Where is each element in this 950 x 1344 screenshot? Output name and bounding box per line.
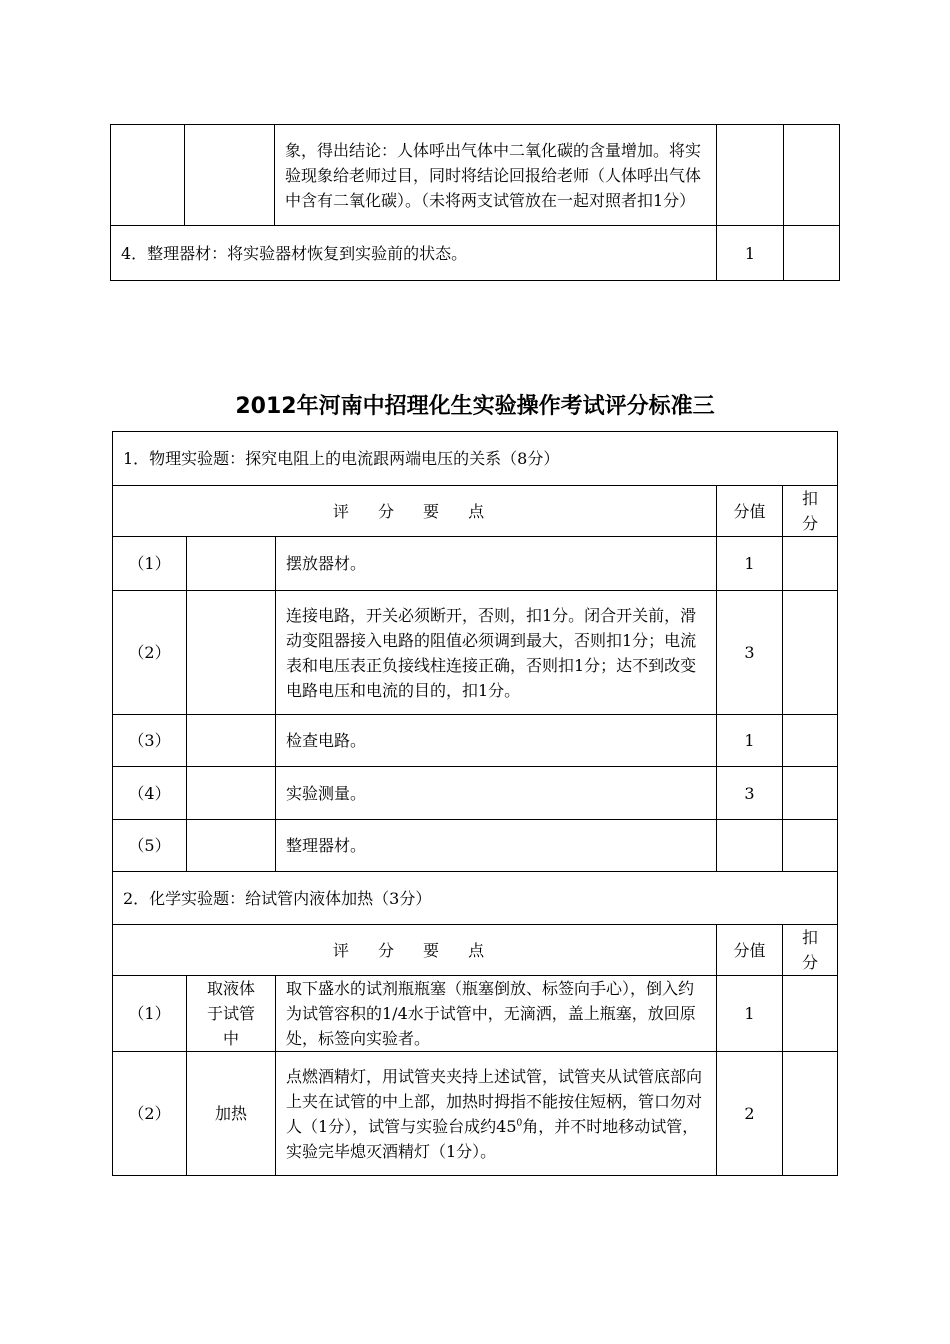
row-text: 检查电路。 (276, 715, 717, 767)
deduct-header-label: 扣分 (802, 928, 819, 972)
row-text: 整理器材。 (276, 820, 717, 872)
row-text: 实验测量。 (276, 767, 717, 820)
step-cell (185, 125, 275, 226)
row-text: 摆放器材。 (276, 537, 717, 591)
table-row (113, 537, 838, 591)
row-number: （2） (113, 591, 187, 715)
row-score: 3 (717, 767, 783, 820)
row-score: 2 (717, 1052, 783, 1176)
table-row (113, 767, 838, 820)
deduct-cell (783, 537, 838, 591)
row-text-part: 角，并不时地移动试管，实验完毕熄灭酒精灯（1分）。 (286, 1116, 699, 1161)
section-heading-row (113, 432, 838, 486)
deduct-cell (783, 976, 838, 1052)
row-score: 3 (717, 591, 783, 715)
step-label: 加热 (187, 1052, 276, 1176)
section-heading-row (113, 872, 838, 925)
row-number: （4） (113, 767, 187, 820)
row-score: 1 (717, 537, 783, 591)
step-cell (187, 976, 276, 1052)
step-cell (187, 591, 276, 715)
score-cell (717, 125, 784, 226)
row-text-part: 点燃酒精灯，用试管夹夹持上述试管，试管夹从试管底部向上夹在试管的中上部，加热时拇指不能按住短柄，管口勿对人（1分），试管与实验台成约45 (286, 1066, 703, 1136)
table-row (113, 820, 838, 872)
scoring-table (112, 431, 838, 1176)
deduct-cell (783, 715, 838, 767)
cleanup-score: 1 (717, 226, 784, 281)
score-header: 分值 (717, 925, 783, 976)
step-label: 取液体于试管中 (206, 979, 255, 1048)
row-number: （1） (113, 976, 187, 1052)
cleanup-text: 4．整理器材：将实验器材恢复到实验前的状态。 (111, 226, 717, 281)
deduct-cell (784, 226, 840, 281)
degree-superscript: 0 (516, 1118, 523, 1129)
row-number: （3） (113, 715, 187, 767)
page-title: 2012年河南中招理化生实验操作考试评分标准三 (235, 394, 715, 419)
table-row (113, 1052, 838, 1176)
points-header-label: 评 分 要 点 (332, 501, 497, 521)
deduct-header-label: 扣分 (802, 489, 819, 533)
points-header (113, 925, 717, 976)
step-cell (187, 715, 276, 767)
physics-heading: 1．物理实验题：探究电阻上的电流跟两端电压的关系（8分） (113, 432, 838, 486)
column-header-row (113, 486, 838, 537)
deduct-cell (784, 125, 840, 226)
deduct-cell (783, 1052, 838, 1176)
step-cell (187, 820, 276, 872)
column-header-row (113, 925, 838, 976)
table-row (113, 591, 838, 715)
deduct-header (783, 925, 838, 976)
deduct-cell (783, 591, 838, 715)
deduct-cell (783, 820, 838, 872)
row-text: 连接电路，开关必须断开，否则，扣1分。闭合开关前，滑动变阻器接入电路的阻值必须调到最大，否则扣1分；电流表和电压表正负接线柱连接正确，否则扣1分；达不到改变电路电压和电流的目的，扣1分。 (276, 591, 717, 715)
points-header-label: 评 分 要 点 (332, 940, 497, 960)
row-score (717, 820, 783, 872)
table-row (111, 125, 840, 226)
continued-scoring-table (110, 124, 840, 281)
step-cell (187, 537, 276, 591)
row-score: 1 (717, 715, 783, 767)
table-row (111, 226, 840, 281)
step-cell (187, 767, 276, 820)
deduct-header (783, 486, 838, 537)
score-header: 分值 (717, 486, 783, 537)
table-row (113, 976, 838, 1052)
deduct-cell (783, 767, 838, 820)
row-text (276, 1052, 717, 1176)
points-header (113, 486, 717, 537)
row-score: 1 (717, 976, 783, 1052)
number-cell (111, 125, 185, 226)
row-number: （2） (113, 1052, 187, 1176)
chemistry-heading: 2．化学实验题：给试管内液体加热（3分） (113, 872, 838, 925)
continued-text: 象，得出结论：人体呼出气体中二氧化碳的含量增加。将实验现象给老师过目，同时将结论回报给老师（人体呼出气体中含有二氧化碳）。（未将两支试管放在一起对照者扣1分） (275, 125, 717, 226)
table-row (113, 715, 838, 767)
row-text: 取下盛水的试剂瓶瓶塞（瓶塞倒放、标签向手心），倒入约为试管容积的1/4水于试管中，无滴洒，盖上瓶塞，放回原处，标签向实验者。 (276, 976, 717, 1052)
row-number: （1） (113, 537, 187, 591)
row-number: （5） (113, 820, 187, 872)
